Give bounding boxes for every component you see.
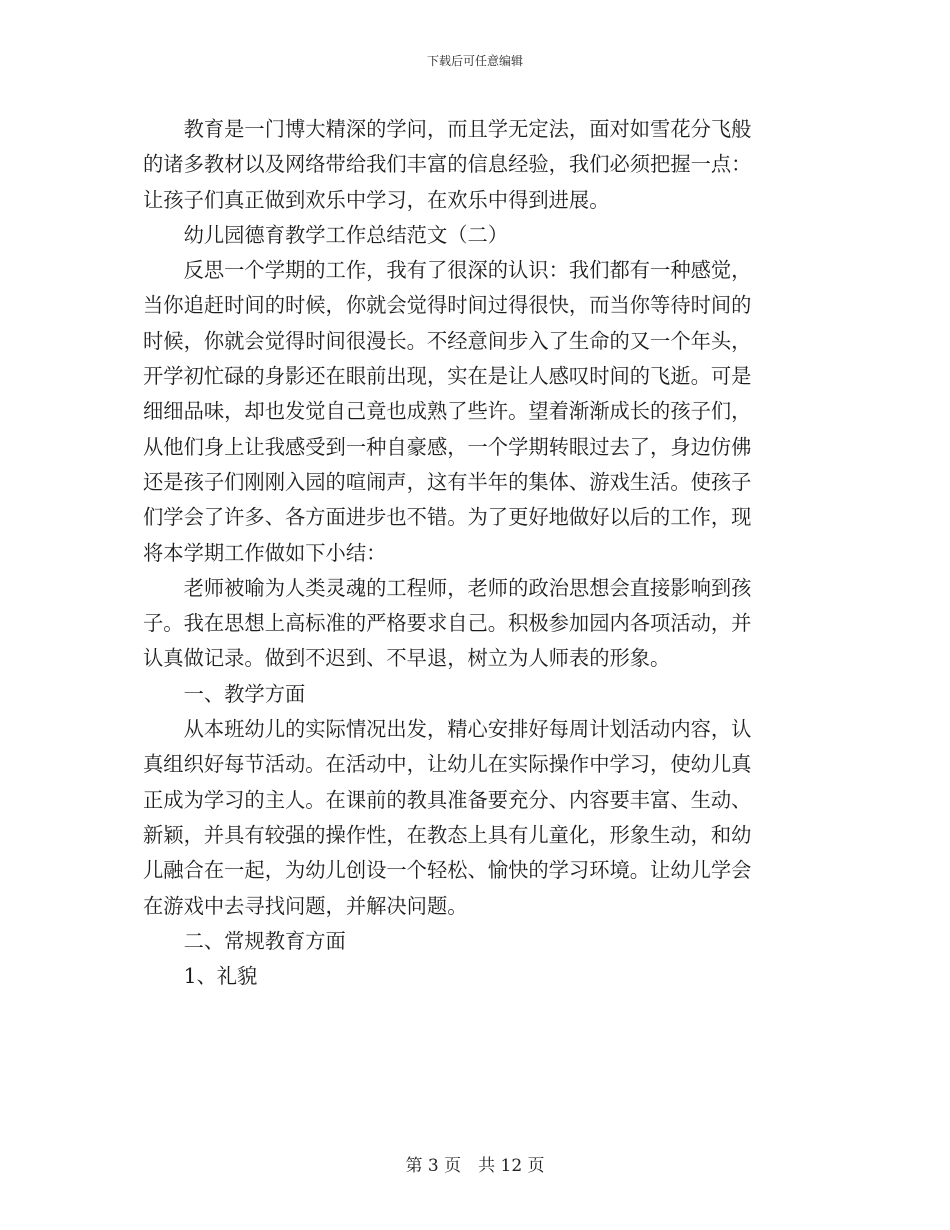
section-heading: 二、常规教育方面: [143, 928, 346, 953]
text-line: 们学会了许多、各方面进步也不错。为了更好地做好以后的工作，现: [143, 505, 752, 530]
text-line: 子。我在思想上高标准的严格要求自己。积极参加园内各项活动，并: [143, 611, 752, 636]
text-line: 时候，你就会觉得时间很漫长。不经意间步入了生命的又一个年头，: [143, 328, 752, 353]
document-body: [143, 112, 811, 994]
footer-middle: 页 共: [444, 1156, 496, 1176]
footer-prefix: 第: [405, 1156, 423, 1176]
text-line: 开学初忙碌的身影还在眼前出现，实在是让人感叹时间的飞逝。可是: [143, 364, 752, 389]
page-number: 3: [427, 1156, 439, 1176]
text-line: 还是孩子们刚刚入园的喧闹声，这有半年的集体、游戏生活。使孩子: [143, 469, 752, 494]
text-line: 认真做记录。做到不迟到、不早退，树立为人师表的形象。: [143, 646, 671, 671]
text-line: 让孩子们真正做到欢乐中学习，在欢乐中得到进展。: [143, 187, 610, 212]
page-footer: [0, 1154, 950, 1178]
section-heading: 一、教学方面: [143, 681, 306, 706]
text-line: 儿融合在一起，为幼儿创设一个轻松、愉快的学习环境。让幼儿学会: [143, 858, 752, 883]
text-line: 在游戏中去寻找问题，并解决问题。: [143, 893, 468, 918]
text-line: 的诸多教材以及网络带给我们丰富的信息经验，我们必须把握一点：: [143, 152, 752, 177]
page-header: 下载后可任意编辑: [426, 54, 523, 68]
text-line: 将本学期工作做如下小结：: [143, 540, 387, 565]
footer-suffix: 页: [527, 1156, 545, 1176]
text-line: 从本班幼儿的实际情况出发，精心安排好每周计划活动内容，认: [143, 717, 752, 742]
subsection-heading: 1、礼貌: [143, 964, 258, 989]
text-line: 老师被喻为人类灵魂的工程师，老师的政治思想会直接影响到孩: [143, 575, 752, 600]
text-line: 从他们身上让我感受到一种自豪感，一个学期转眼过去了，身边仿佛: [143, 434, 752, 459]
section-title: 幼儿园德育教学工作总结范文（二）: [143, 222, 509, 247]
text-line: 真组织好每节活动。在活动中，让幼儿在实际操作中学习，使幼儿真: [143, 752, 752, 777]
text-line: 细细品味，却也发觉自己竟也成熟了些许。望着渐渐成长的孩子们，: [143, 399, 752, 424]
text-line: 教育是一门博大精深的学问，而且学无定法，面对如雪花分飞般: [143, 117, 752, 141]
text-line: 正成为学习的主人。在课前的教具准备要充分、内容要丰富、生动、: [143, 787, 752, 812]
page-total: 12: [500, 1156, 523, 1176]
text-line: 新颖，并具有较强的操作性，在教态上具有儿童化，形象生动，和幼: [143, 822, 752, 847]
text-line: 反思一个学期的工作，我有了很深的认识：我们都有一种感觉，: [143, 258, 752, 283]
text-line: 当你追赶时间的时候，你就会觉得时间过得很快，而当你等待时间的: [143, 293, 752, 318]
